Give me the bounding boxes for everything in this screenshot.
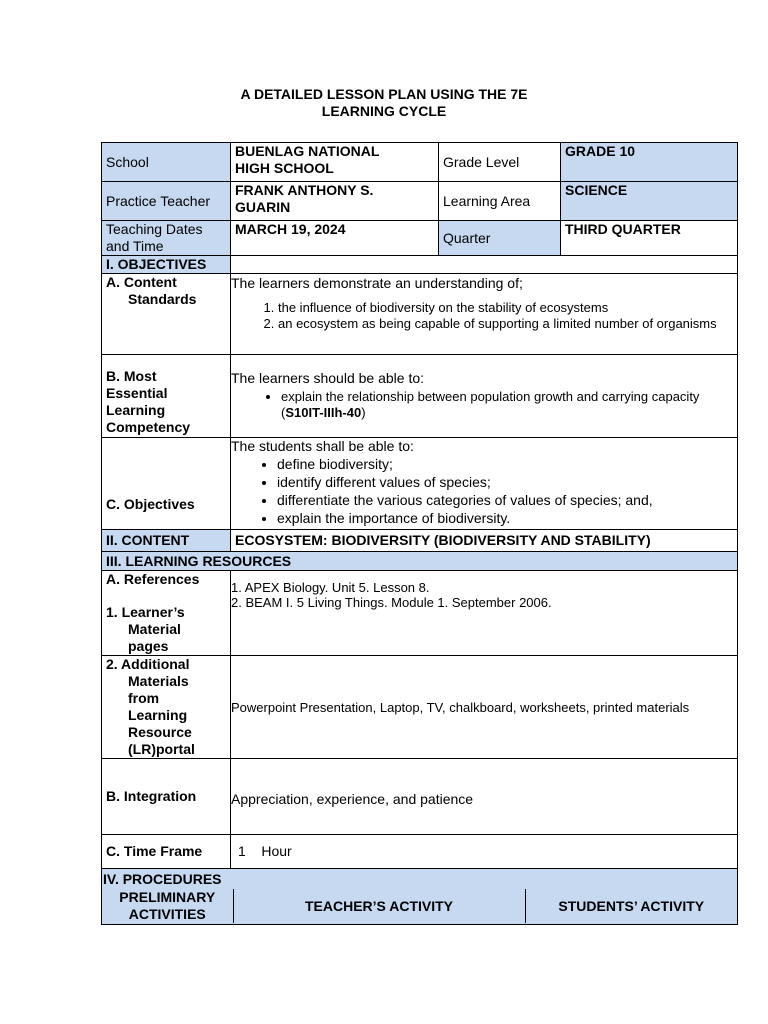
- preliminary-activities-header: PRELIMINARY ACTIVITIES: [102, 889, 233, 923]
- procedures-block: [102, 869, 738, 925]
- melc-value: The learners should be able to: • explain the relationship between population growth and carrying capacity (S10IT-IIIh-40): [231, 355, 738, 438]
- list-item: 2. an ecosystem as being capable of supporting a limited number of organisms: [278, 316, 733, 332]
- references-label: A. References 1. Learner’s Material pages: [102, 571, 231, 656]
- objectives-label: C. Objectives: [102, 438, 231, 530]
- quarter-value: THIRD QUARTER: [561, 221, 738, 256]
- quarter-label: Quarter: [439, 221, 561, 256]
- content-value: ECOSYSTEM: BIODIVERSITY (BIODIVERSITY AND STABILITY): [231, 530, 738, 552]
- content-standards-list: [231, 300, 733, 332]
- teacher-label: Practice Teacher: [102, 182, 231, 221]
- integration-value: Appreciation, experience, and patience: [231, 759, 738, 835]
- title-line-1: A DETAILED LESSON PLAN USING THE 7E: [240, 86, 528, 102]
- procedures-heading: IV. PROCEDURES: [103, 871, 222, 887]
- list-item: 2. BEAM I. 5 Living Things. Module 1. September 2006.: [231, 595, 552, 610]
- document-title: [0, 86, 768, 120]
- lesson-plan-table: [101, 142, 738, 925]
- grade-label: Grade Level: [439, 143, 561, 182]
- list-item: • identify different values of species;: [277, 473, 733, 491]
- list-item: • differentiate the various categories of values of species; and,: [277, 491, 733, 509]
- integration-label: B. Integration: [102, 759, 231, 835]
- objectives-heading: I. OBJECTIVES: [102, 256, 231, 274]
- additional-materials-value: Powerpoint Presentation, Laptop, TV, chalkboard, worksheets, printed materials: [231, 656, 738, 759]
- list-item: • explain the importance of biodiversity.: [277, 509, 733, 527]
- objectives-heading-spacer: [231, 256, 738, 274]
- teacher-value: FRANK ANTHONY S. GUARIN: [231, 182, 439, 221]
- references-value: [231, 571, 738, 656]
- students-activity-header: STUDENTS’ ACTIVITY: [558, 897, 705, 914]
- dates-label: Teaching Dates and Time: [102, 221, 231, 256]
- content-heading: II. CONTENT: [102, 530, 231, 552]
- school-label: School: [102, 143, 231, 182]
- list-item: 1. the influence of biodiversity on the stability of ecosystems: [278, 300, 733, 316]
- grade-value: GRADE 10: [561, 143, 738, 182]
- dates-value: MARCH 19, 2024: [231, 221, 439, 256]
- content-standards-value: The learners demonstrate an understanding of; 1. the influence of biodiversity on the stability of ecosystems 2. an ecosystem as being capable of supporting a limited number of organisms: [231, 274, 738, 355]
- objectives-value: The students shall be able to: • define biodiversity; • identify different values of species; • differentiate the various categories of values of species; and, • explain the importance of biodiversity.: [231, 438, 738, 530]
- area-label: Learning Area: [439, 182, 561, 221]
- list-item: • explain the relationship between population growth and carrying capacity (S10IT-IIIh-40): [281, 389, 733, 421]
- list-item: 1. APEX Biology. Unit 5. Lesson 8.: [231, 580, 430, 595]
- title-line-2: LEARNING CYCLE: [321, 103, 447, 119]
- area-value: SCIENCE: [561, 182, 738, 221]
- resources-heading: III. LEARNING RESOURCES: [102, 552, 738, 571]
- melc-label: B. Most Essential Learning Competency: [102, 355, 231, 438]
- procedures-columns: [102, 889, 737, 923]
- time-frame-value: 1 Hour: [231, 835, 738, 869]
- list-item: • define biodiversity;: [277, 455, 733, 473]
- school-value: BUENLAG NATIONAL HIGH SCHOOL: [231, 143, 439, 182]
- teachers-activity-header: TEACHER’S ACTIVITY: [233, 889, 525, 923]
- time-frame-label: C. Time Frame: [102, 835, 231, 869]
- objectives-list: [231, 455, 733, 527]
- content-standards-label: A. Content Standards: [102, 274, 231, 355]
- additional-materials-label: 2. Additional Materials from Learning Resource (LR)portal: [102, 656, 231, 759]
- melc-list: [231, 389, 733, 421]
